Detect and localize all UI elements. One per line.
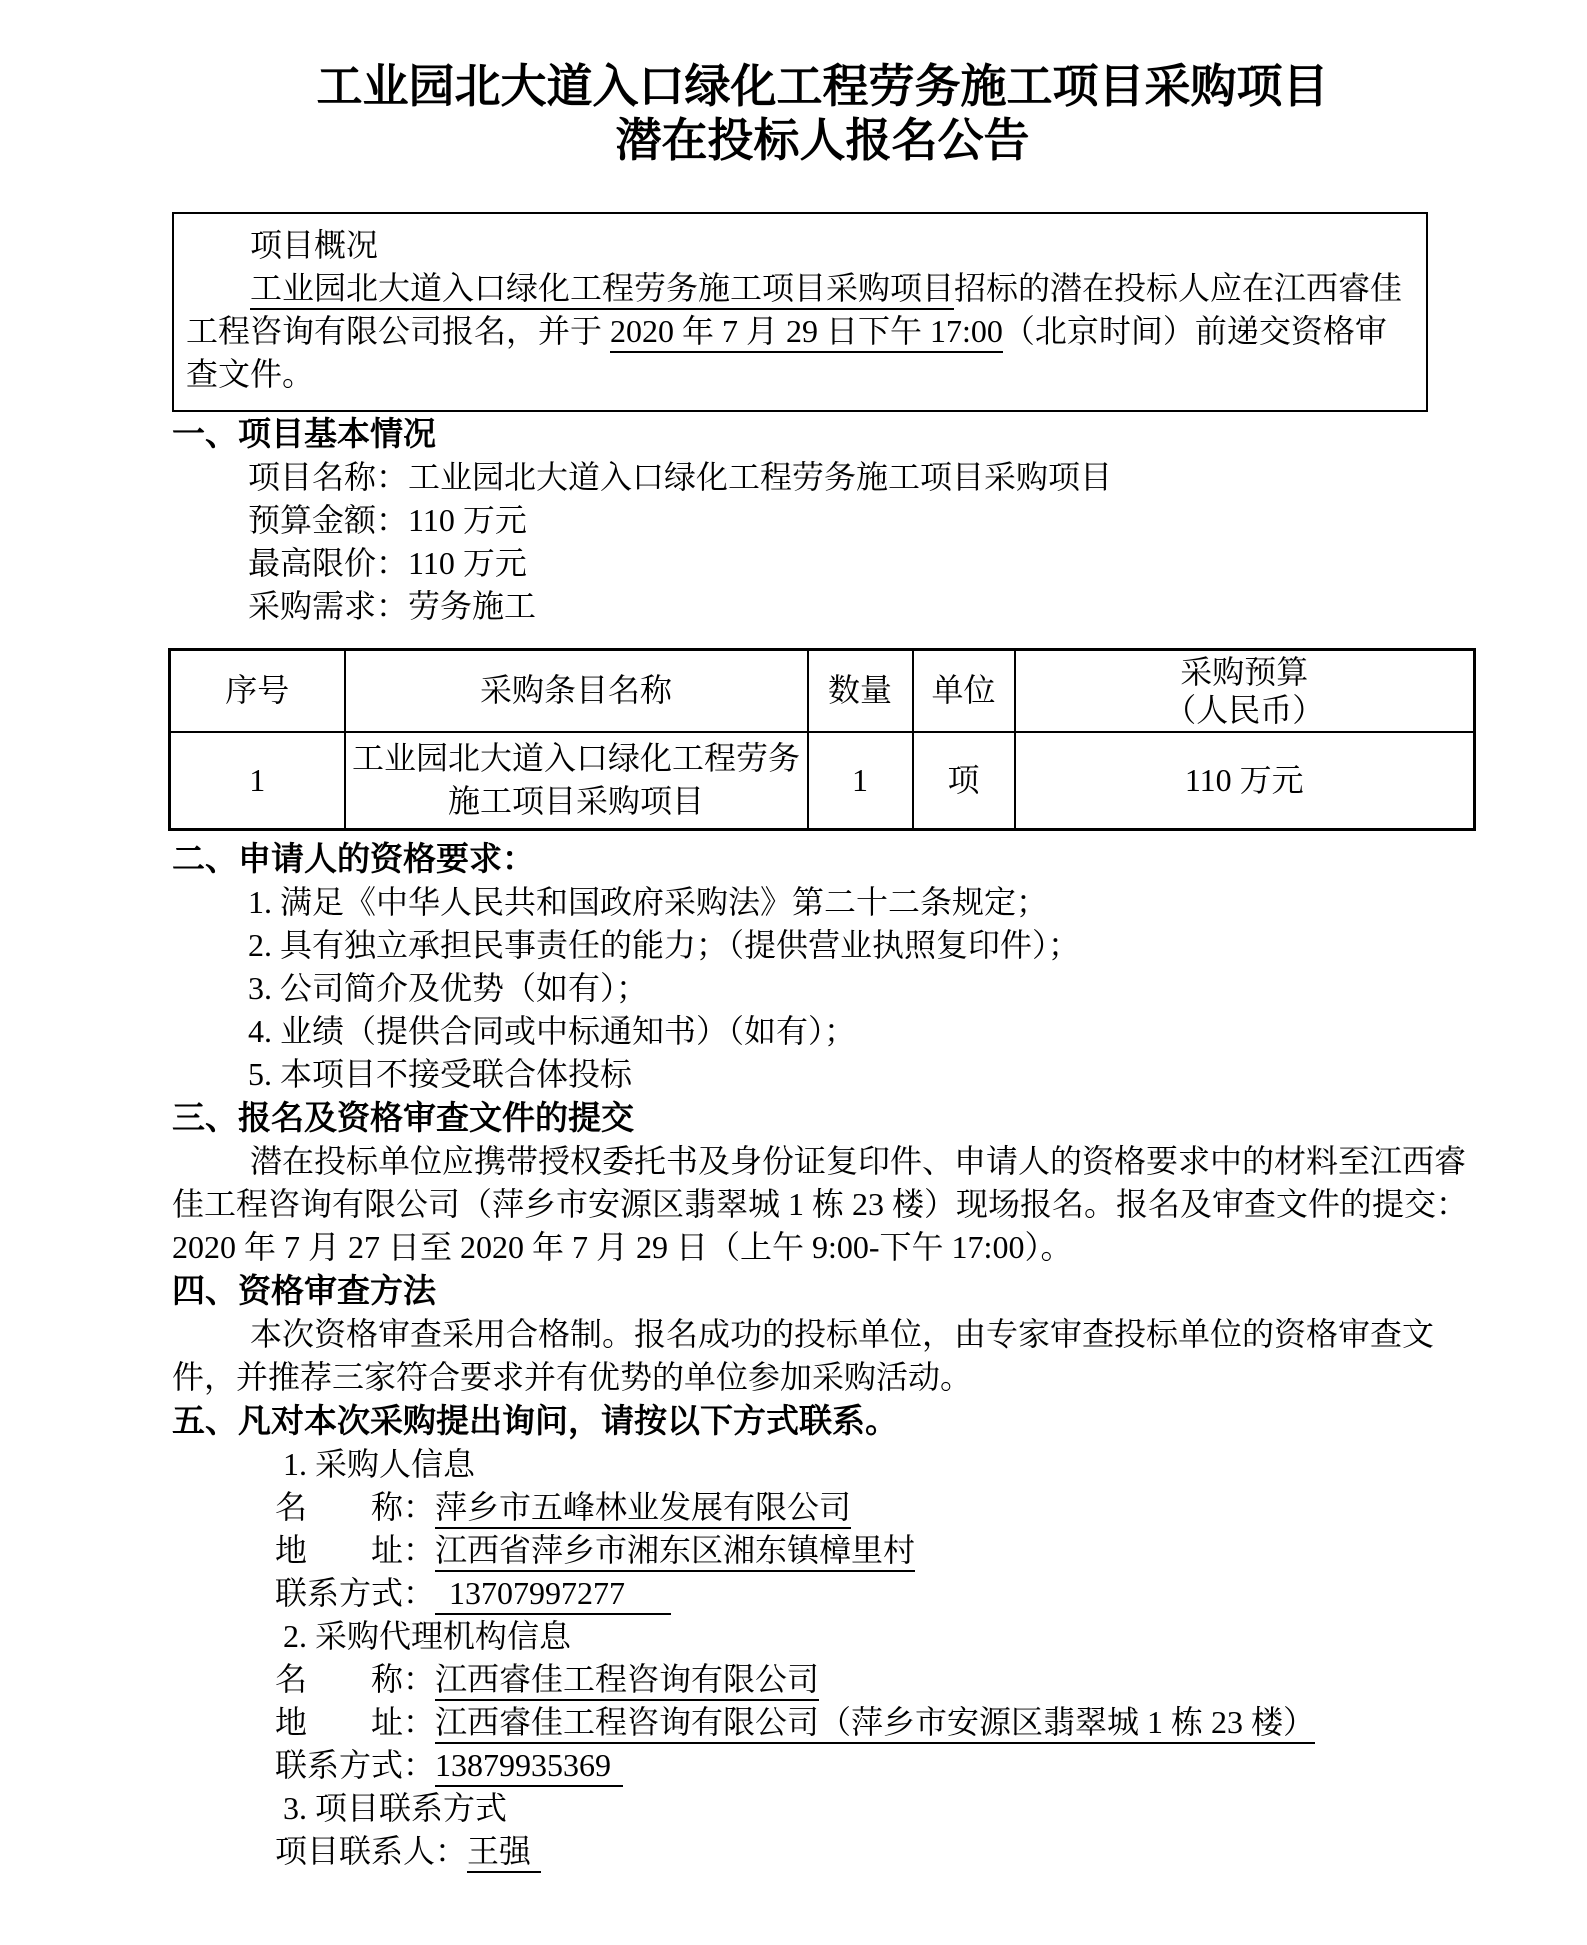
contact-person-line [172, 1830, 1473, 1873]
overview-project-name-underlined: 工业园北大道入口绿化工程劳务施工项目采购项目 [250, 270, 954, 310]
submission-paragraph: 潜在投标单位应携带授权委托书及身份证复印件、申请人的资格要求中的材料至江西睿佳工程咨询有限公司（萍乡市安源区翡翠城 1 栋 23 楼）现场报名。报名及审查文件的提交：2020 年 7 月 27 日至 2020 年 7 月 29 日（上午 9:00-下午 17:00）。 [172, 1143, 1469, 1265]
buyer-address-label: 地 址： [275, 1532, 436, 1568]
header-budget [1015, 650, 1475, 732]
overview-paragraph [186, 267, 1414, 396]
table-row [170, 732, 1475, 830]
buyer-address-value: 江西省萍乡市湘东区湘东镇樟里村 [435, 1532, 915, 1572]
header-item-name: 采购条目名称 [345, 650, 808, 732]
document-page [172, 60, 1473, 1873]
header-quantity: 数量 [808, 650, 913, 732]
cell-serial-no: 1 [170, 732, 345, 830]
cell-quantity: 1 [808, 732, 913, 830]
header-serial-no: 序号 [170, 650, 345, 732]
document-title-line1: 工业园北大道入口绿化工程劳务施工项目采购项目 [316, 61, 1329, 112]
budget-amount-line: 预算金额：110 万元 [248, 502, 527, 538]
buyer-name-label: 名 称： [275, 1489, 436, 1525]
overview-deadline-underlined: 2020 年 7 月 29 日下午 17:00 [610, 313, 1003, 353]
overview-text: 招标的潜在投标人应在江西睿佳工程咨询有限公司报名，并于 [186, 270, 1403, 349]
section4-heading: 四、资格审查方法 [172, 1272, 436, 1309]
buyer-name-line [172, 1486, 1473, 1529]
agent-phone-label: 联系方式： [275, 1747, 436, 1783]
cell-unit: 项 [913, 732, 1015, 830]
qualification-item-3: 3. 公司简介及优势（如有）； [248, 970, 649, 1006]
cell-item-name: 工业园北大道入口绿化工程劳务施工项目采购项目 [345, 732, 808, 830]
section2-heading: 二、申请人的资格要求： [172, 840, 535, 877]
buyer-address-line [172, 1529, 1473, 1572]
section5-heading: 五、凡对本次采购提出询问，请按以下方式联系。 [172, 1402, 898, 1439]
agent-address-value: 江西睿佳工程咨询有限公司（萍乡市安源区翡翠城 1 栋 23 楼） [435, 1704, 1315, 1744]
agent-phone-value: 13879935369 [435, 1747, 623, 1787]
project-contact-subheading: 3. 项目联系方式 [283, 1790, 508, 1826]
contact-person-value: 王强 [467, 1833, 541, 1873]
max-price-line: 最高限价：110 万元 [248, 545, 527, 581]
agent-info-subheading: 2. 采购代理机构信息 [283, 1618, 572, 1654]
buyer-phone-value: 13707997277 [435, 1575, 671, 1615]
section3-heading: 三、报名及资格审查文件的提交 [172, 1099, 634, 1136]
project-name-line: 项目名称：工业园北大道入口绿化工程劳务施工项目采购项目 [248, 459, 1113, 495]
agent-name-line [172, 1658, 1473, 1701]
section1-heading: 一、项目基本情况 [172, 415, 436, 452]
agent-name-label: 名 称： [275, 1661, 436, 1697]
qualification-item-2: 2. 具有独立承担民事责任的能力；（提供营业执照复印件）； [248, 927, 1081, 963]
overview-text-tail: （北京时间）前递交资格审查文件。 [186, 313, 1387, 392]
cell-budget: 110 万元 [1015, 732, 1475, 830]
table-header-row [170, 650, 1475, 732]
overview-heading: 项目概况 [250, 227, 379, 263]
buyer-phone-line [172, 1572, 1473, 1615]
project-overview-box [172, 212, 1428, 412]
header-budget-line2: （人民币） [1164, 691, 1325, 728]
buyer-name-value: 萍乡市五峰林业发展有限公司 [435, 1489, 851, 1529]
agent-name-value: 江西睿佳工程咨询有限公司 [435, 1661, 819, 1701]
procurement-demand-line: 采购需求：劳务施工 [248, 588, 537, 624]
header-budget-line1: 采购预算 [1180, 653, 1309, 690]
agent-address-line [172, 1701, 1473, 1744]
agent-address-label: 地 址： [275, 1704, 436, 1740]
qualification-item-5: 5. 本项目不接受联合体投标 [248, 1056, 633, 1092]
qualification-item-4: 4. 业绩（提供合同或中标通知书）（如有）； [248, 1013, 857, 1049]
buyer-phone-label: 联系方式： [275, 1575, 436, 1611]
header-unit: 单位 [913, 650, 1015, 732]
qualification-item-1: 1. 满足《中华人民共和国政府采购法》第二十二条规定； [248, 884, 1049, 920]
document-title-line2: 潜在投标人报名公告 [615, 115, 1030, 166]
procurement-items-table [168, 648, 1476, 831]
contact-person-label: 项目联系人： [275, 1833, 468, 1869]
review-method-paragraph: 本次资格审查采用合格制。报名成功的投标单位，由专家审查投标单位的资格审查文件，并推荐三家符合要求并有优势的单位参加采购活动。 [172, 1316, 1435, 1395]
document-title [172, 60, 1473, 168]
buyer-info-subheading: 1. 采购人信息 [283, 1446, 476, 1482]
agent-phone-line [172, 1744, 1473, 1787]
